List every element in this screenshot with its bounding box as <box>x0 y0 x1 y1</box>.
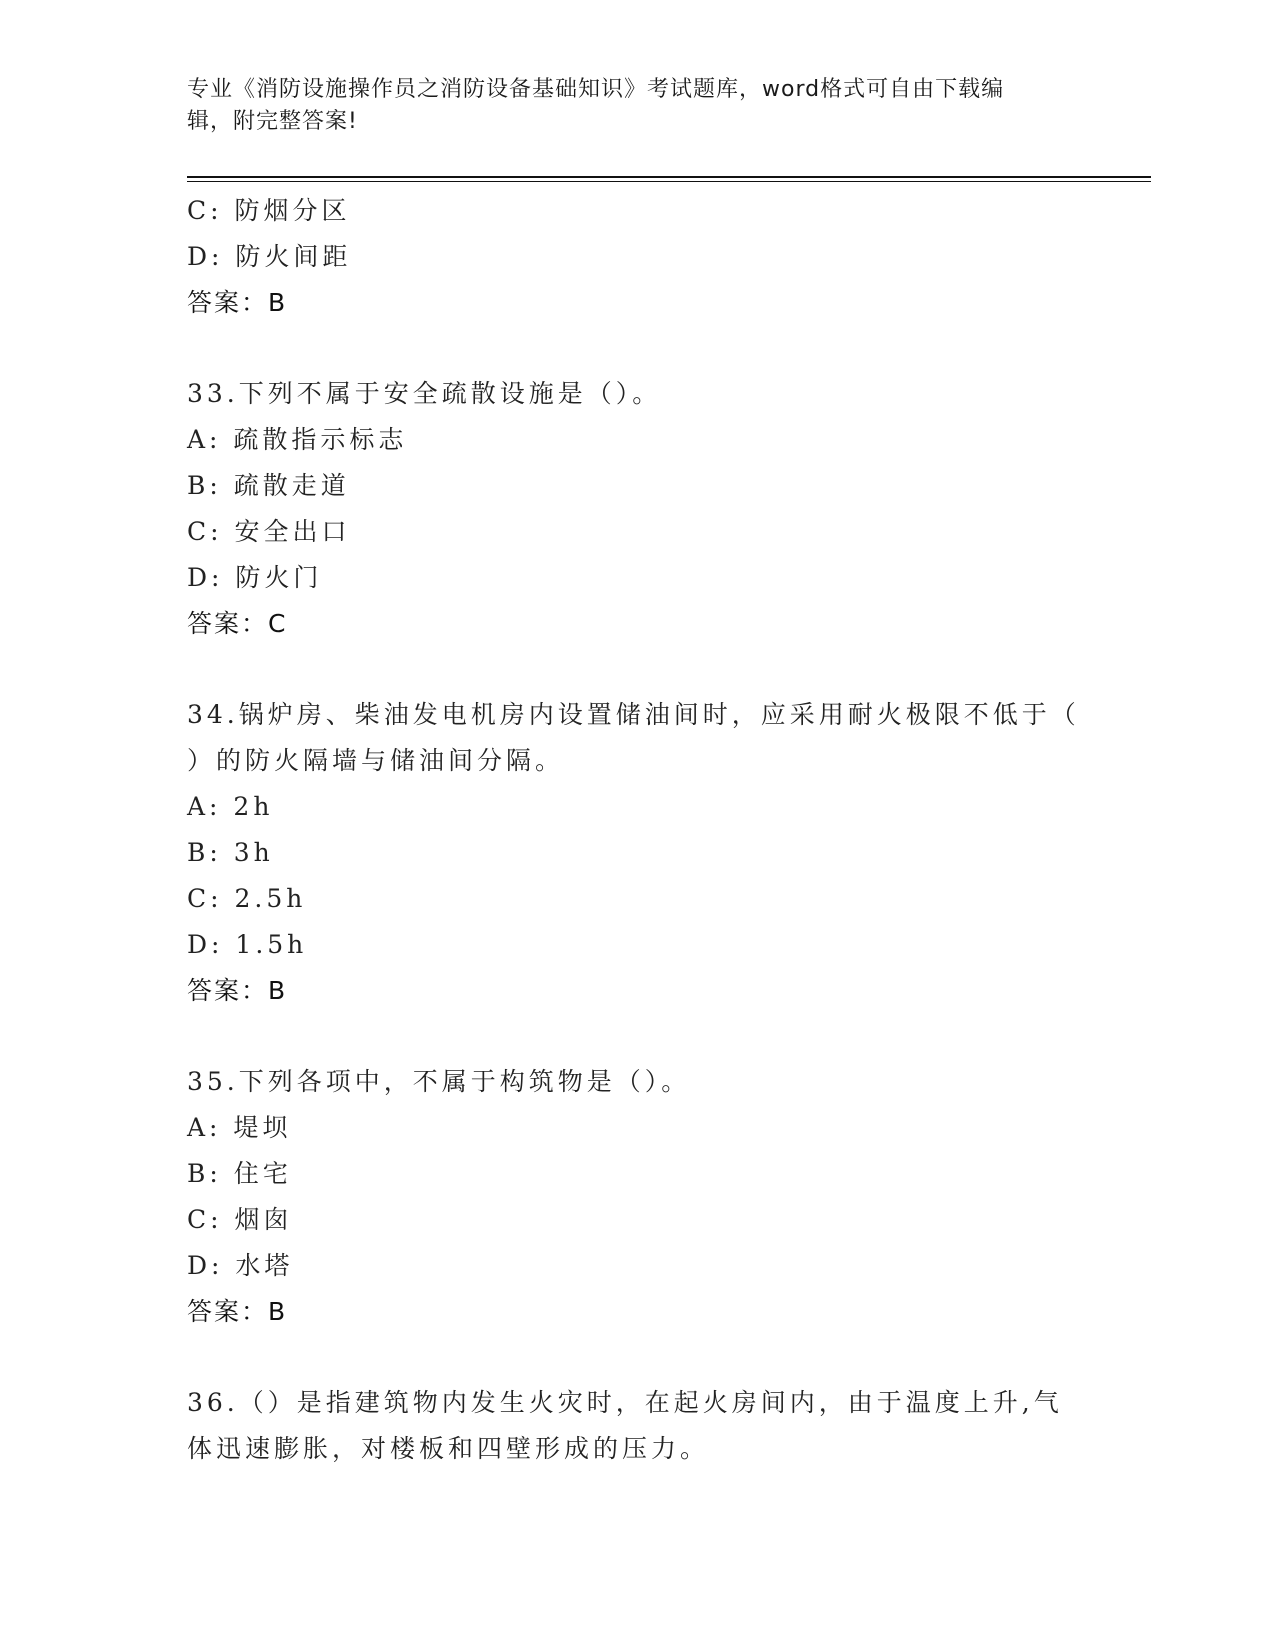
option-b: B: 疏散走道 <box>187 471 350 500</box>
answer-line: 答案：B <box>187 288 288 317</box>
option-c: C: 安全出口 <box>187 517 351 546</box>
question-33 <box>187 371 1087 647</box>
answer-line: 答案：B <box>187 976 288 1005</box>
header-title-line-1: 专业《消防设施操作员之消防设备基础知识》考试题库，word格式可自由下载编 <box>187 77 1005 102</box>
question-text-line-2: 体迅速膨胀，对楼板和四壁形成的压力。 <box>187 1434 710 1463</box>
question-35 <box>187 1059 1087 1335</box>
question-text: 33.下列不属于安全疏散设施是（）。 <box>187 379 662 408</box>
question-36 <box>187 1380 1087 1472</box>
question-34 <box>187 692 1087 1014</box>
option-a: A: 堤坝 <box>187 1113 292 1142</box>
option-d: D: 水塔 <box>187 1251 294 1280</box>
question-text-line-2: ）的防火隔墙与储油间分隔。 <box>187 746 565 775</box>
option-c: C: 2.5h <box>187 884 307 913</box>
question-list <box>187 188 1087 1472</box>
header-title-line-2: 辑，附完整答案! <box>187 109 358 134</box>
question-text: 35.下列各项中，不属于构筑物是（）。 <box>187 1067 691 1096</box>
option-b: B: 3h <box>187 838 274 867</box>
option-b: B: 住宅 <box>187 1159 292 1188</box>
spacer <box>187 1014 1087 1059</box>
page-header <box>187 74 1067 138</box>
header-divider-thick <box>187 176 1151 178</box>
option-c: C: 防烟分区 <box>187 196 351 225</box>
option-c: C: 烟囱 <box>187 1205 293 1234</box>
answer-line: 答案：B <box>187 1297 288 1326</box>
option-d: D: 防火门 <box>187 563 323 592</box>
option-a: A: 2h <box>187 792 274 821</box>
option-d: D: 防火间距 <box>187 242 352 271</box>
option-a: A: 疏散指示标志 <box>187 425 408 454</box>
spacer <box>187 647 1087 692</box>
header-divider-thin <box>187 181 1151 182</box>
spacer <box>187 326 1087 371</box>
spacer <box>187 1335 1087 1380</box>
option-d: D: 1.5h <box>187 930 308 959</box>
answer-line: 答案：C <box>187 609 288 638</box>
question-text-line-1: 34.锅炉房、柴油发电机房内设置储油间时，应采用耐火极限不低于（ <box>187 700 1080 729</box>
question-32-continued <box>187 188 1087 326</box>
question-text-line-1: 36.（）是指建筑物内发生火灾时，在起火房间内，由于温度上升,气 <box>187 1388 1063 1417</box>
